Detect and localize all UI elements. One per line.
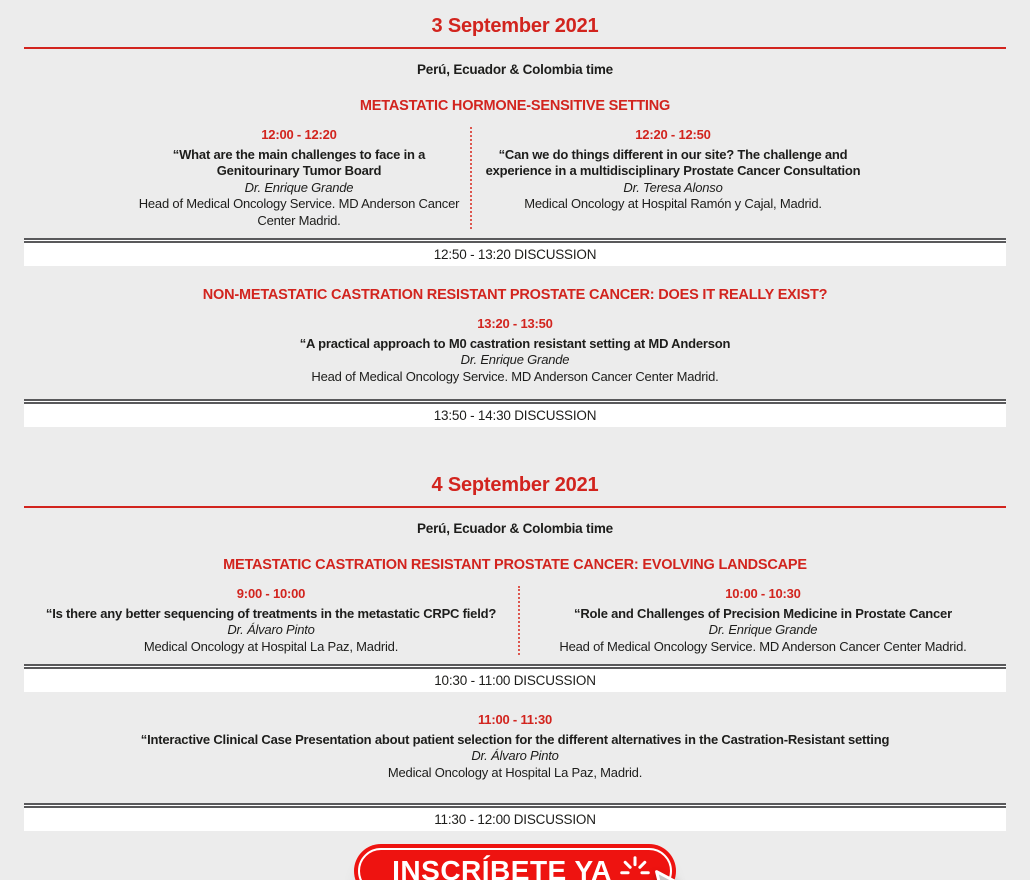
topic-heading: METASTATIC HORMONE-SENSITIVE SETTING: [359, 98, 671, 114]
day-title: 4 September 2021: [431, 474, 599, 496]
session-title: “Can we do things different in our site? The challenge and experience in a multidisciplinary Prostate Cancer Consultation: [485, 146, 861, 178]
session-speaker: Dr. Álvaro Pinto: [471, 748, 559, 763]
session-title: “What are the main challenges to face in a Genitourinary Tumor Board: [172, 146, 426, 178]
timezone-label: Perú, Ecuador & Colombia time: [417, 62, 613, 77]
cursor-arrow-icon: [650, 864, 698, 880]
session-title: “Is there any better sequencing of treatments in the metastatic CRPC field?: [45, 605, 497, 621]
topic-heading: METASTATIC CASTRATION RESISTANT PROSTATE CANCER: EVOLVING LANDSCAPE: [223, 557, 807, 573]
session-affiliation: Head of Medical Oncology Service. MD Anderson Cancer Center Madrid.: [311, 368, 719, 384]
session-speaker: Dr. Álvaro Pinto: [227, 622, 315, 637]
session-speaker: Dr. Enrique Grande: [460, 352, 570, 367]
session-row: [24, 127, 1006, 229]
discussion-label: 11:30 - 12:00 DISCUSSION: [434, 812, 596, 827]
session-card: [24, 586, 518, 655]
session-affiliation: Head of Medical Oncology Service. MD Anderson Cancer Center Madrid.: [138, 196, 460, 228]
discussion-bar: [24, 803, 1006, 831]
discussion-bar: [24, 238, 1006, 266]
day-section-4-september: [0, 474, 1030, 831]
cta-container: [0, 844, 1030, 880]
session-card: [470, 127, 1006, 229]
session-card: [24, 712, 1006, 781]
session-affiliation: Head of Medical Oncology Service. MD Anderson Cancer Center Madrid.: [559, 638, 967, 654]
session-title: “A practical approach to M0 castration resistant setting at MD Anderson: [299, 335, 731, 351]
session-time: 10:00 - 10:30: [725, 586, 801, 601]
session-affiliation: Medical Oncology at Hospital La Paz, Madrid.: [143, 638, 399, 654]
session-time: 13:20 - 13:50: [477, 316, 553, 331]
session-time: 12:20 - 12:50: [635, 127, 711, 142]
day-title: 3 September 2021: [431, 15, 599, 37]
session-affiliation: Medical Oncology at Hospital Ramón y Cajal, Madrid.: [524, 196, 822, 211]
discussion-bar: [24, 664, 1006, 692]
day-section-3-september: [0, 15, 1030, 427]
session-time: 9:00 - 10:00: [236, 586, 306, 601]
discussion-label: 10:30 - 11:00 DISCUSSION: [434, 673, 596, 688]
day-title-rule: [24, 47, 1006, 49]
session-title: “Role and Challenges of Precision Medicine in Prostate Cancer: [574, 605, 952, 621]
timezone-label: Perú, Ecuador & Colombia time: [417, 521, 613, 536]
discussion-bar: [24, 399, 1006, 427]
session-card: [518, 586, 1006, 655]
session-speaker: Dr. Teresa Alonso: [623, 179, 723, 195]
click-spark-icon: [620, 856, 650, 880]
session-card: [24, 127, 470, 229]
session-time: 11:00 - 11:30: [477, 712, 553, 727]
discussion-label: 12:50 - 13:20 DISCUSSION: [433, 247, 597, 262]
day-title-rule: [24, 506, 1006, 508]
session-speaker: Dr. Enrique Grande: [708, 622, 818, 637]
session-speaker: Dr. Enrique Grande: [244, 179, 354, 195]
session-time: 12:00 - 12:20: [261, 127, 337, 142]
topic-heading: NON-METASTATIC CASTRATION RESISTANT PROSTATE CANCER: DOES IT REALLY EXIST?: [202, 287, 828, 303]
session-card: [24, 316, 1006, 385]
discussion-label: 13:50 - 14:30 DISCUSSION: [433, 408, 597, 423]
session-row: [24, 586, 1006, 655]
inscribete-button-label: INSCRÍBETE YA: [392, 855, 612, 880]
inscribete-button[interactable]: [354, 844, 676, 880]
session-affiliation: Medical Oncology at Hospital La Paz, Madrid.: [387, 764, 643, 780]
session-title: “Interactive Clinical Case Presentation about patient selection for the different alternatives in the Castration-Resistant setting: [140, 731, 890, 747]
